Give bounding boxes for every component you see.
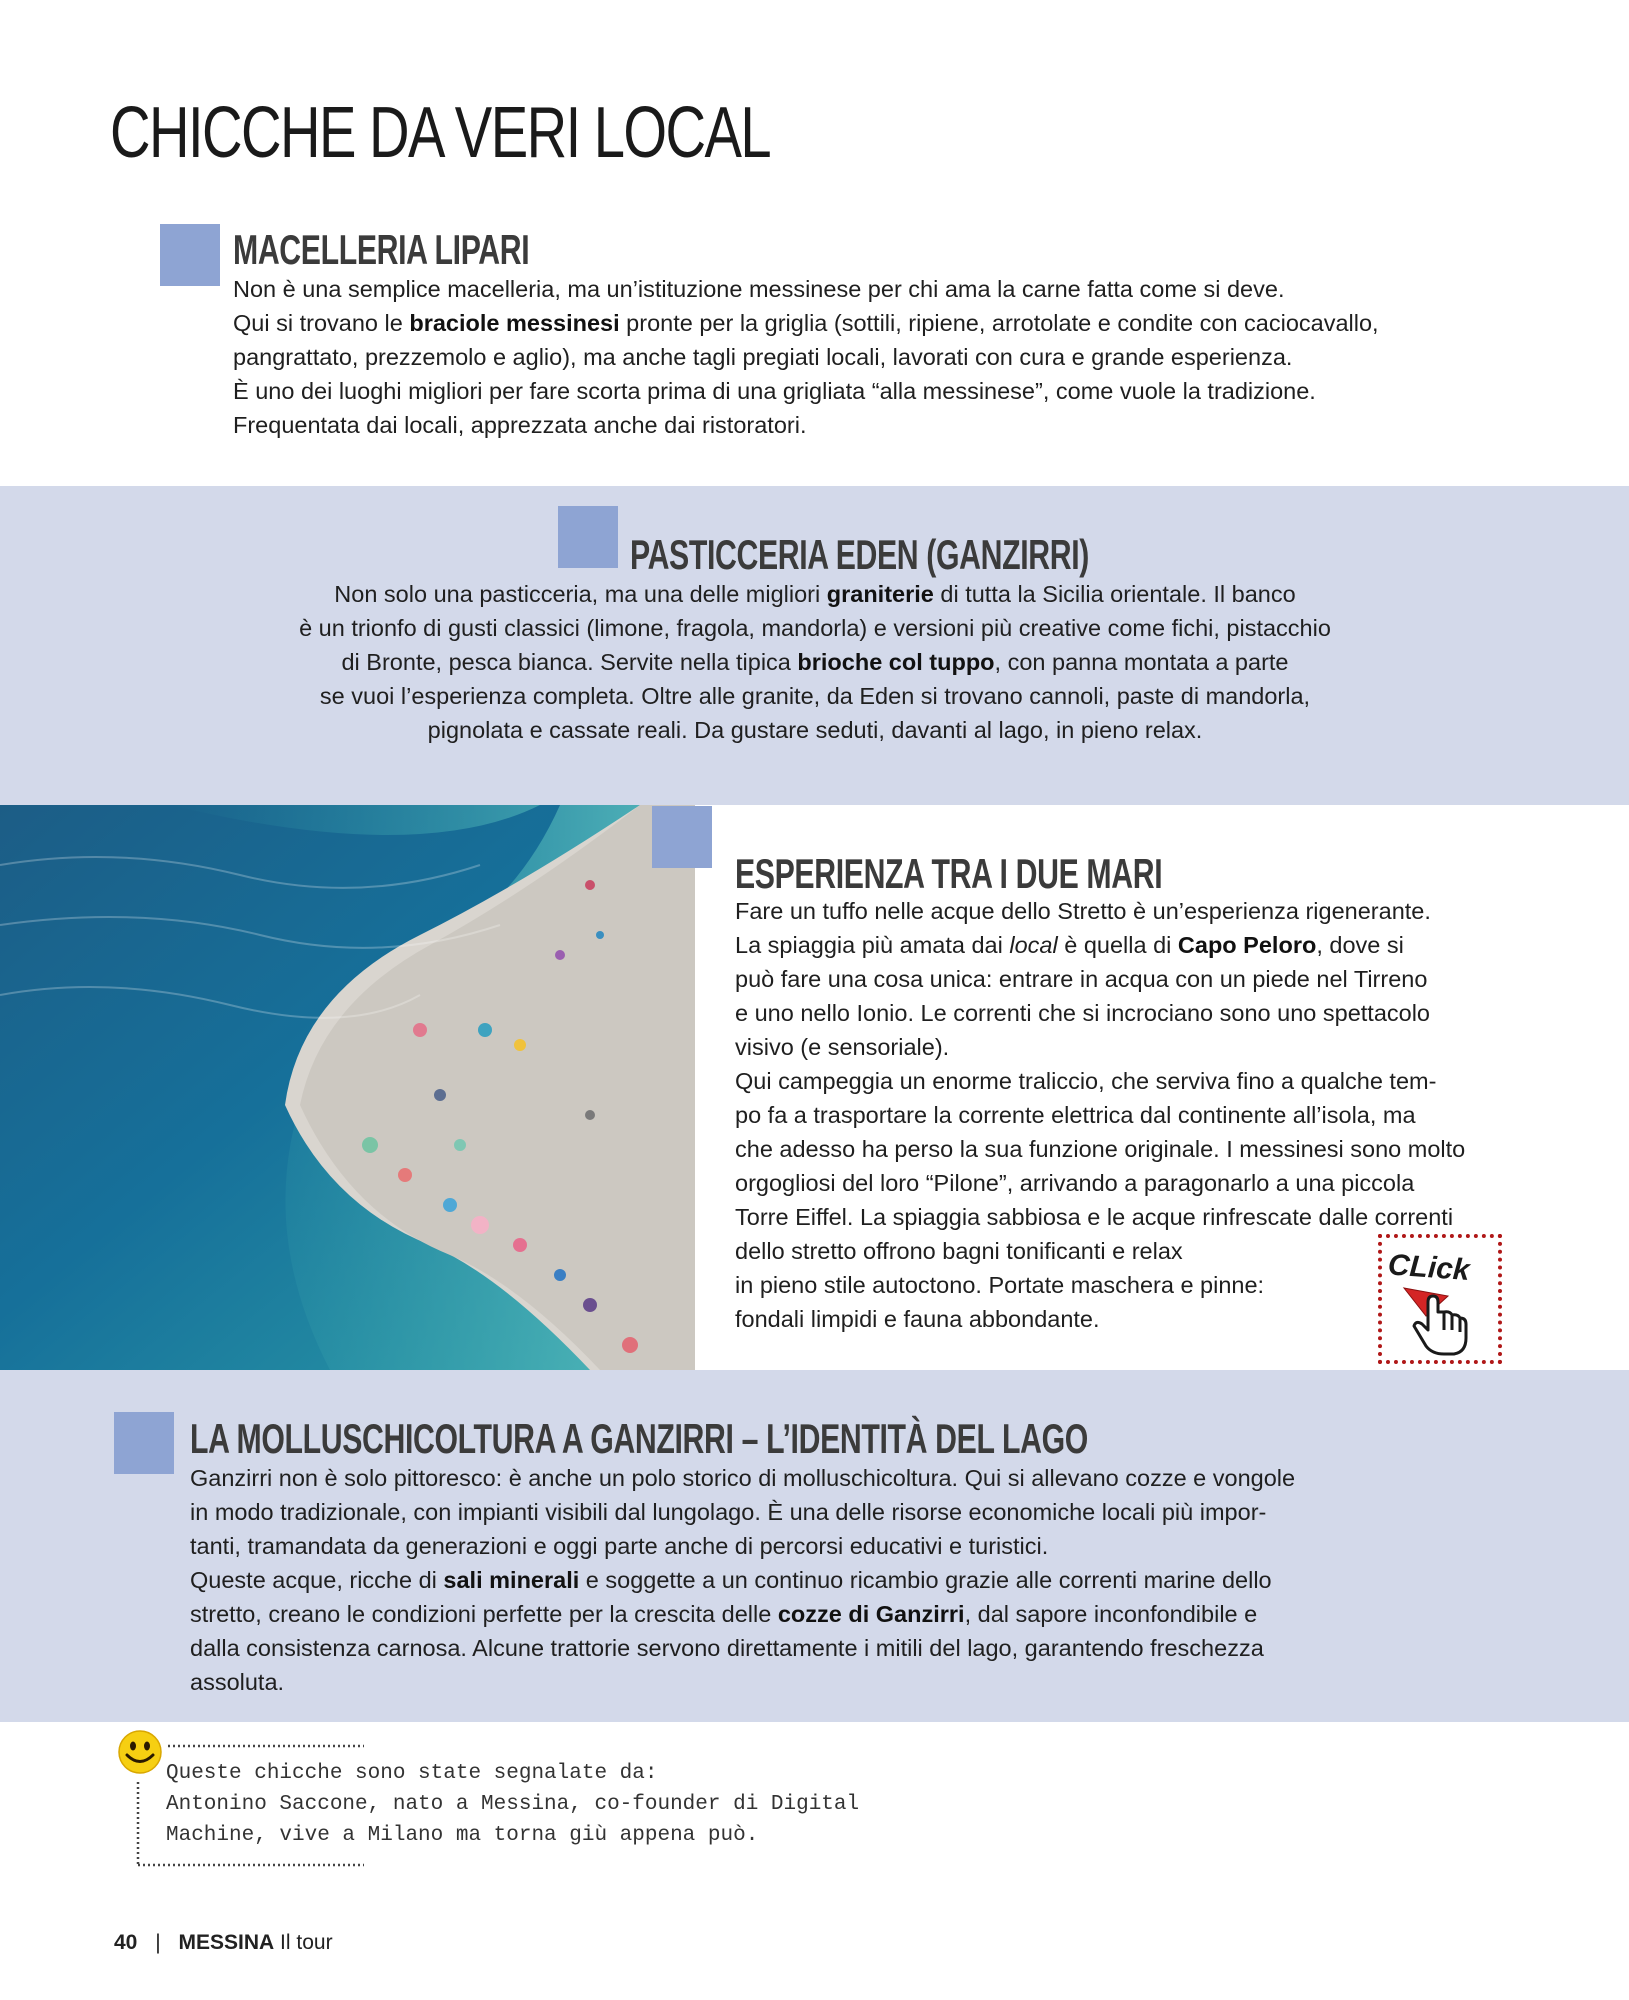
page-footer: [114, 1931, 333, 1955]
text-line: dalla consistenza carnosa. Alcune trattorie servono direttamente i mitili del lago, garantendo freschezza: [190, 1635, 1264, 1661]
beach-aerial-photo: [0, 805, 695, 1370]
click-label: CLick: [1386, 1248, 1471, 1288]
note-line: Machine, vive a Milano ma torna giù appena può.: [166, 1824, 759, 1847]
text-line: e uno nello Ionio. Le correnti che si incrociano sono uno spettacolo: [735, 1000, 1431, 1026]
text-line: che adesso ha perso la sua funzione originale. I messinesi sono molto: [735, 1136, 1466, 1162]
text-line: Queste acque, ricche di sali minerali e soggette a un continuo ricambio grazie alle correnti marine dello: [190, 1567, 1272, 1593]
section-marker-square: [114, 1412, 174, 1474]
text-line: se vuoi l’esperienza completa. Oltre alle granite, da Eden si trovano cannoli, paste di mandorla,: [319, 683, 1311, 709]
section-body-molluschicoltura: [190, 1461, 1560, 1699]
smiley-icon: [119, 1731, 161, 1773]
text-line: Ganzirri non è solo pittoresco: è anche un polo storico di molluschicoltura. Qui si allevano cozze e vongole: [190, 1465, 1296, 1491]
text-line: stretto, creano le condizioni perfette per la crescita delle cozze di Ganzirri, dal sapore inconfondibile e: [190, 1601, 1258, 1627]
section-title-esperienza: ESPERIENZA TRA I DUE MARI: [735, 850, 1163, 897]
text-line: Fare un tuffo nelle acque dello Stretto è un’esperienza rigenerante.: [735, 898, 1431, 924]
text-line: di Bronte, pesca bianca. Servite nella tipica brioche col tuppo, con panna montata a parte: [341, 649, 1289, 675]
italic-text: local: [1009, 932, 1058, 958]
section-marker-square: [160, 224, 220, 286]
section-marker-square: [652, 806, 712, 868]
footer-guide: Il tour: [280, 1931, 333, 1954]
text-line: pignolata e cassate reali. Da gustare seduti, davanti al lago, in pieno relax.: [427, 717, 1203, 743]
text-line: Qui si trovano le braciole messinesi pronte per la griglia (sottili, ripiene, arrotolate e condite con caciocavallo,: [233, 310, 1379, 336]
bold-text: brioche col tuppo: [797, 649, 995, 675]
text-line: Non è una semplice macelleria, ma un’istituzione messinese per chi ama la carne fatta come si deve.: [233, 276, 1285, 302]
text-line: in pieno stile autoctono. Portate maschera e pinne:: [735, 1272, 1265, 1298]
page-title: CHICCHE DA VERI LOCAL: [110, 93, 771, 173]
text-line: è un trionfo di gusti classici (limone, fragola, mandorla) e versioni più creative come fichi, pistacchio: [299, 615, 1331, 641]
text-line: fondali limpidi e fauna abbondante.: [735, 1306, 1100, 1332]
text-line: La spiaggia più amata dai local è quella di Capo Peloro, dove si: [735, 932, 1404, 958]
text-line: può fare una cosa unica: entrare in acqua con un piede nel Tirreno: [735, 966, 1428, 992]
text-line: po fa a trasportare la corrente elettrica dal continente all’isola, ma: [735, 1102, 1416, 1128]
note-line: Queste chicche sono state segnalate da:: [166, 1762, 658, 1785]
text-line: orgogliosi del loro “Pilone”, arrivando a paragonarlo a una piccola: [735, 1170, 1415, 1196]
section-marker-square: [558, 506, 618, 568]
text-line: Non solo una pasticceria, ma una delle migliori graniterie di tutta la Sicilia orientale. Il banco: [334, 581, 1296, 607]
text-line: visivo (e sensoriale).: [735, 1034, 950, 1060]
footer-separator: |: [155, 1931, 161, 1954]
section-title-macelleria: MACELLERIA LIPARI: [233, 226, 530, 273]
section-body-macelleria: [233, 272, 1553, 442]
bold-text: Capo Peloro: [1177, 932, 1317, 958]
click-button[interactable]: [1378, 1234, 1502, 1364]
page-number: 40: [114, 1931, 138, 1954]
bold-text: graniterie: [826, 581, 934, 607]
text-line: È uno dei luoghi migliori per fare scorta prima di una grigliata “alla messinese”, come vuole la tradizione.: [233, 378, 1316, 404]
note-text: [166, 1758, 859, 1851]
text-line: dello stretto offrono bagni tonificanti e relax: [735, 1238, 1183, 1264]
text-line: Torre Eiffel. La spiaggia sabbiosa e le acque rinfrescate dalle correnti: [735, 1204, 1454, 1230]
text-line: tanti, tramandata da generazioni e oggi parte anche di percorsi educativi e turistici.: [190, 1533, 1049, 1559]
footer-city: MESSINA: [178, 1931, 275, 1954]
text-line: assoluta.: [190, 1669, 285, 1695]
note-line: Antonino Saccone, nato a Messina, co-founder di Digital: [166, 1793, 860, 1816]
section-title-pasticceria: PASTICCERIA EDEN (GANZIRRI): [630, 531, 1089, 578]
text-line: pangrattato, prezzemolo e aglio), ma anche tagli pregiati locali, lavorati con cura e grande esperienza.: [233, 344, 1293, 370]
bold-text: sali minerali: [443, 1567, 580, 1593]
bold-text: braciole messinesi: [409, 310, 620, 336]
text-line: Qui campeggia un enorme traliccio, che serviva fino a qualche tem-: [735, 1068, 1437, 1094]
section-body-pasticceria: [165, 577, 1465, 747]
bold-text: cozze di Ganzirri: [777, 1601, 965, 1627]
text-line: in modo tradizionale, con impianti visibili dal lungolago. È una delle risorse economiche locali più impor-: [190, 1499, 1267, 1525]
text-line: Frequentata dai locali, apprezzata anche dai ristoratori.: [233, 412, 807, 438]
section-title-molluschicoltura: LA MOLLUSCHICOLTURA A GANZIRRI – L’IDENTITÀ DEL LAGO: [190, 1415, 1088, 1462]
